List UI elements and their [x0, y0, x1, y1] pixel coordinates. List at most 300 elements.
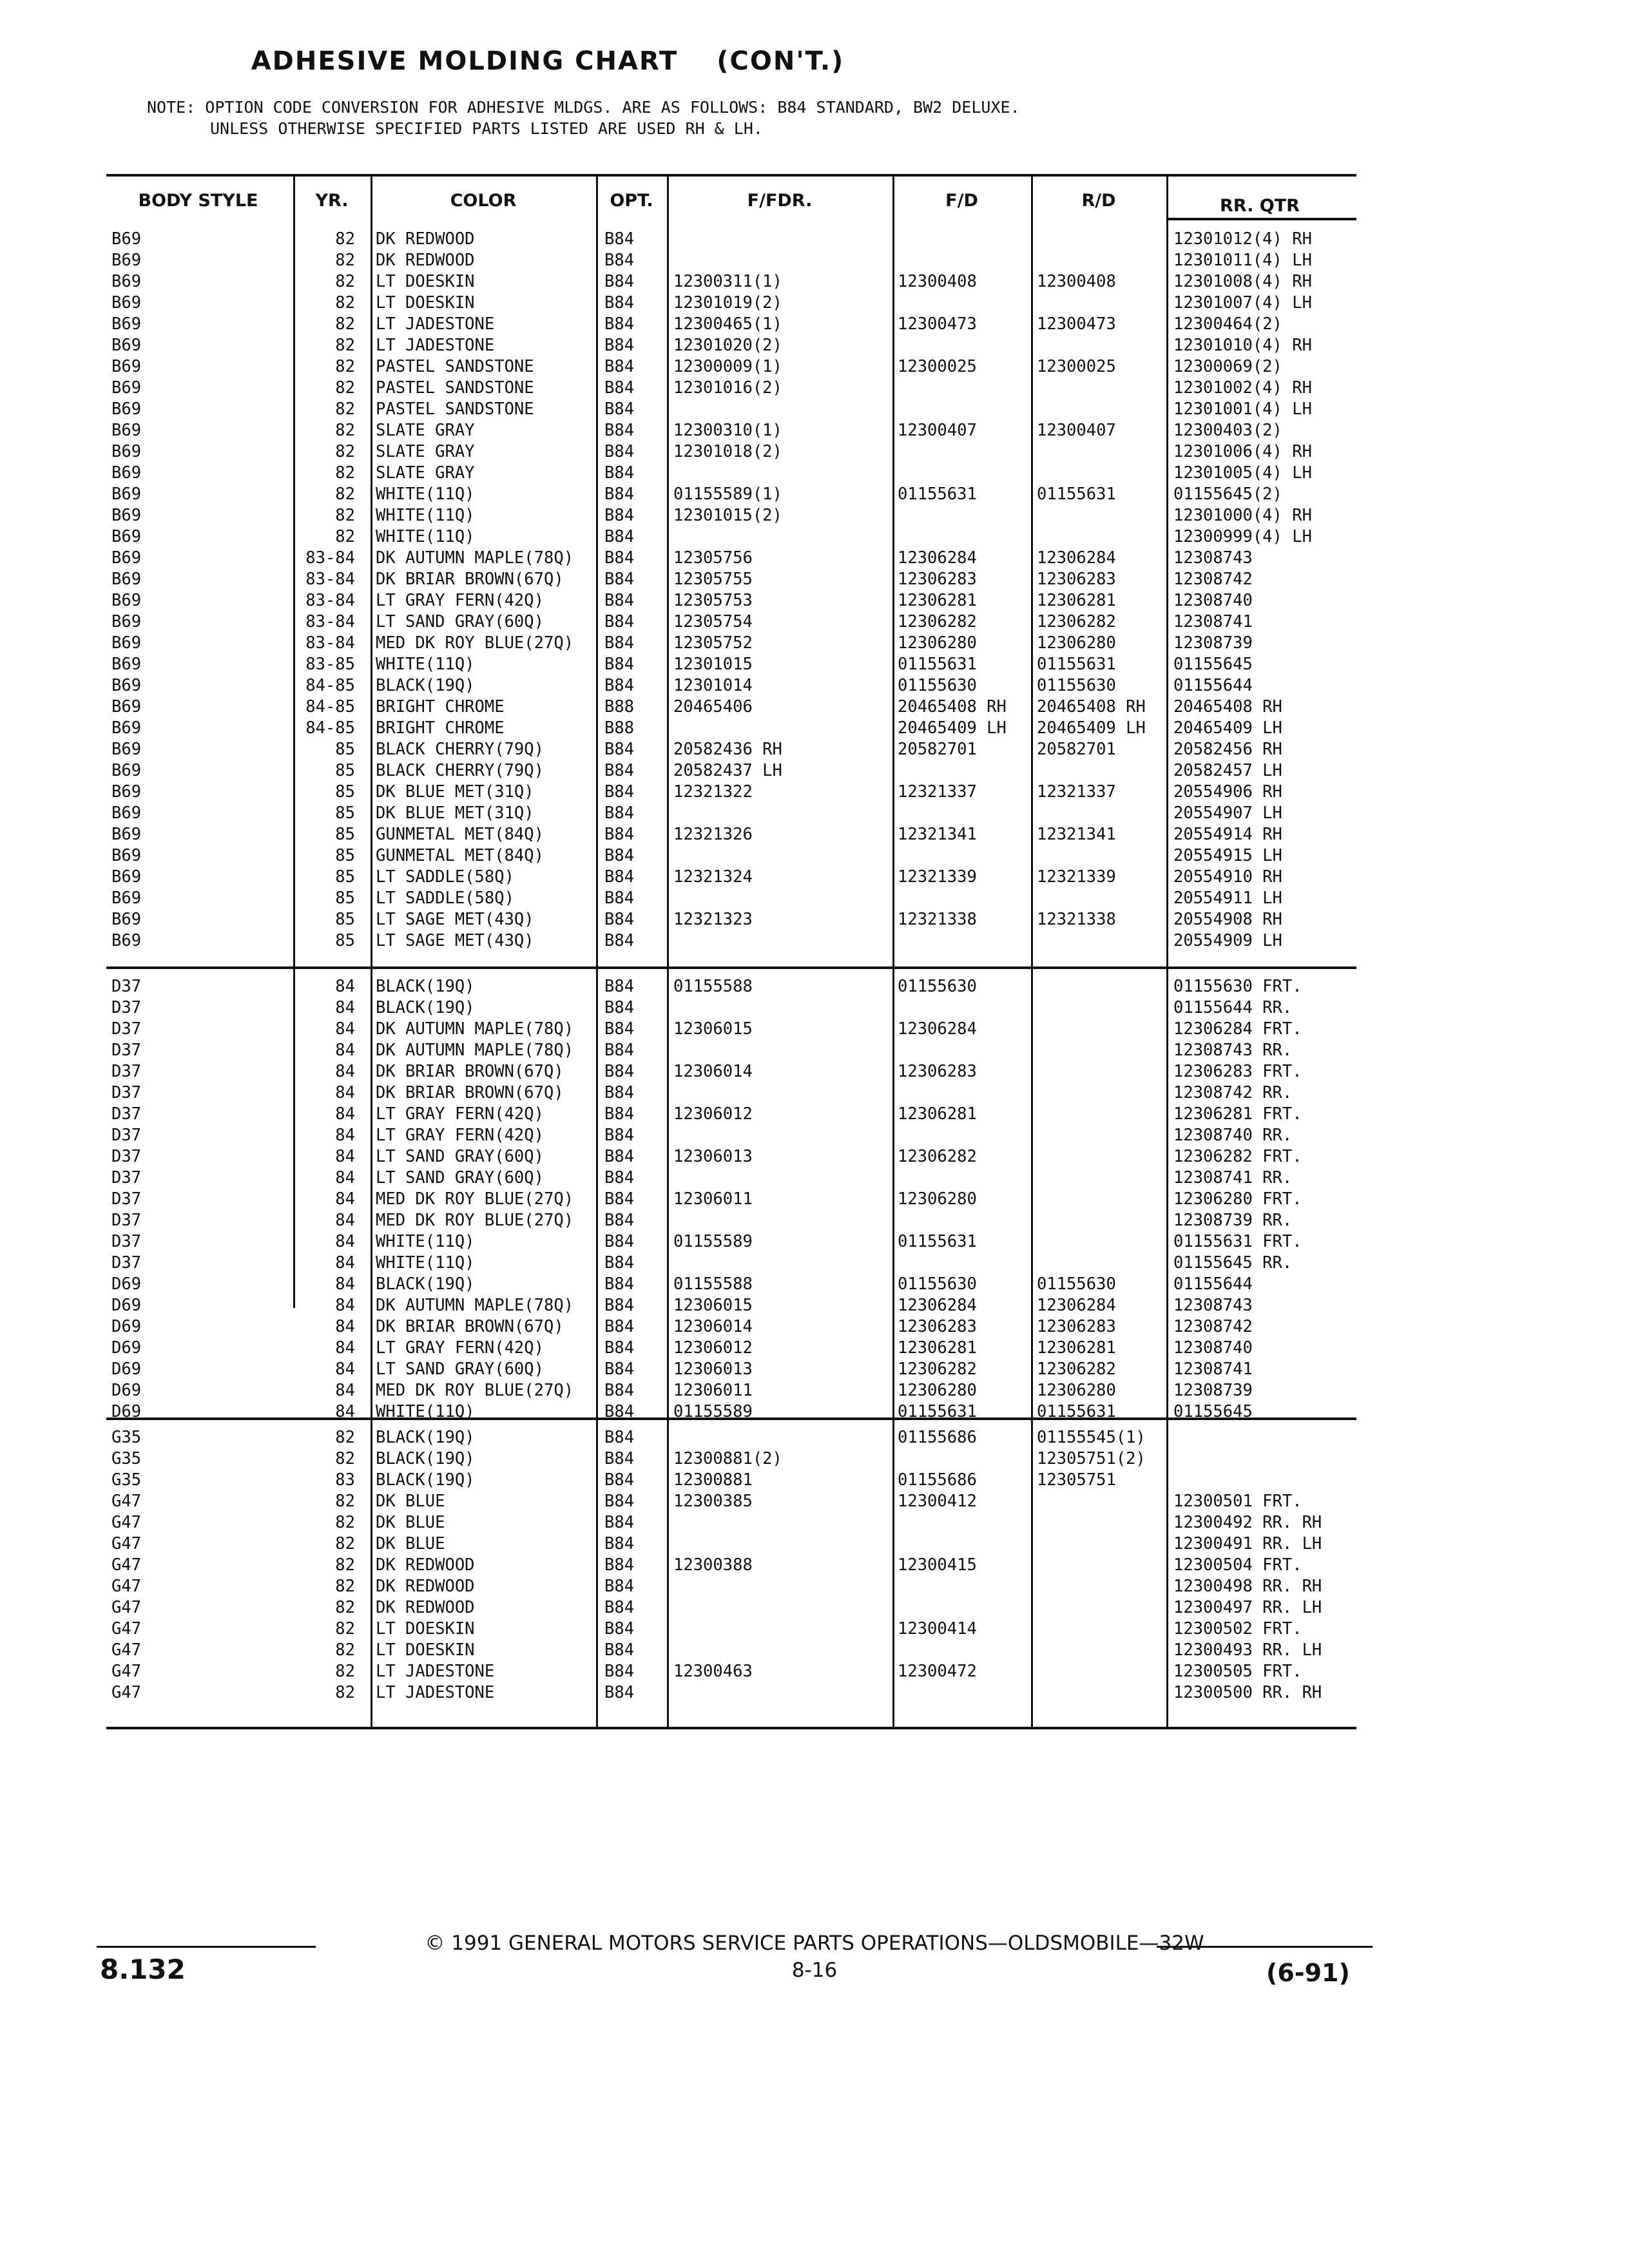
fd-cell: 20465409 LH: [898, 718, 1007, 738]
rr-qtr-cell: 20554907 LH: [1173, 803, 1282, 823]
fd-cell: 12306282: [898, 1147, 977, 1166]
yr-cell: 84: [335, 1274, 355, 1294]
ffdr-cell: 12306012: [673, 1104, 753, 1124]
ffdr-cell: 12306012: [673, 1338, 753, 1358]
yr-cell: 84: [335, 1104, 355, 1124]
color-cell: LT SADDLE(58Q): [376, 867, 514, 887]
color-cell: MED DK ROY BLUE(27Q): [376, 1211, 574, 1230]
header-ffdr: F/FDR.: [747, 191, 813, 211]
color-cell: MED DK ROY BLUE(27Q): [376, 1381, 574, 1400]
color-cell: LT DOESKIN: [376, 1640, 475, 1660]
yr-cell: 84: [335, 1317, 355, 1336]
color-cell: DK REDWOOD: [376, 229, 475, 249]
table-bottom-rule: [106, 1727, 1356, 1729]
rr-qtr-cell: 12301002(4) RH: [1173, 378, 1312, 398]
table-row: [106, 1338, 1356, 1359]
rd-cell: 12300408: [1037, 272, 1116, 291]
fd-cell: 01155631: [898, 1232, 977, 1251]
table-row: [106, 1533, 1356, 1555]
yr-cell: 85: [335, 931, 355, 950]
ffdr-cell: 12301016(2): [673, 378, 782, 398]
body-style-cell: D37: [111, 1147, 142, 1166]
body-style-cell: B69: [111, 399, 142, 419]
yr-cell: 82: [335, 1492, 355, 1511]
opt-cell: B84: [604, 1470, 635, 1490]
table-row: [106, 590, 1356, 611]
opt-cell: B84: [604, 740, 635, 759]
rr-qtr-cell: 01155631 FRT.: [1173, 1232, 1302, 1251]
body-style-cell: D37: [111, 1126, 142, 1145]
rd-cell: 01155631: [1037, 485, 1116, 504]
opt-cell: B84: [604, 378, 635, 398]
body-style-cell: G47: [111, 1683, 142, 1702]
footer: [0, 1932, 1629, 1955]
yr-cell: 82: [335, 336, 355, 355]
opt-cell: B84: [604, 1019, 635, 1039]
ffdr-cell: 12305753: [673, 591, 753, 610]
rr-qtr-cell: 01155644: [1173, 676, 1253, 695]
ffdr-cell: 20582437 LH: [673, 761, 782, 780]
table-row: [106, 420, 1356, 441]
opt-cell: B84: [604, 570, 635, 589]
table-row: [106, 1210, 1356, 1231]
opt-cell: B84: [604, 1211, 635, 1230]
ffdr-cell: 12301014: [673, 676, 753, 695]
rr-qtr-cell: 01155644 RR.: [1173, 998, 1293, 1017]
opt-cell: B84: [604, 803, 635, 823]
table-row: [106, 569, 1356, 590]
table-row: [106, 675, 1356, 697]
body-style-cell: B69: [111, 485, 142, 504]
body-style-cell: D37: [111, 1168, 142, 1187]
opt-cell: B84: [604, 1253, 635, 1273]
color-cell: BRIGHT CHROME: [376, 718, 505, 738]
color-cell: DK AUTUMN MAPLE(78Q): [376, 1019, 574, 1039]
color-cell: LT SAND GRAY(60Q): [376, 1168, 544, 1187]
opt-cell: B84: [604, 825, 635, 844]
rd-cell: 12306281: [1037, 591, 1116, 610]
header-rr-qtr: RR. QTR: [1220, 196, 1300, 216]
color-cell: BLACK(19Q): [376, 998, 475, 1017]
yr-cell: 84: [335, 1147, 355, 1166]
yr-cell: 84: [335, 1338, 355, 1358]
color-cell: LT DOESKIN: [376, 1619, 475, 1639]
ffdr-cell: 01155588: [673, 977, 753, 996]
table-row: [106, 1661, 1356, 1682]
yr-cell: 82: [335, 485, 355, 504]
rd-cell: 01155631: [1037, 1402, 1116, 1421]
table-row: [106, 782, 1356, 803]
rd-cell: 20465408 RH: [1037, 697, 1146, 716]
color-cell: SLATE GRAY: [376, 421, 475, 440]
table-row: [106, 1555, 1356, 1576]
rd-cell: 12321339: [1037, 867, 1116, 887]
fd-cell: 01155630: [898, 1274, 977, 1294]
table-row: [106, 1061, 1356, 1082]
yr-cell: 83: [335, 1470, 355, 1490]
yr-cell: 82: [335, 272, 355, 291]
color-cell: DK BLUE: [376, 1492, 445, 1511]
body-style-cell: B69: [111, 463, 142, 483]
yr-cell: 84-85: [305, 718, 355, 738]
ffdr-cell: 12300881(2): [673, 1449, 782, 1468]
rr-qtr-cell: 12300505 FRT.: [1173, 1662, 1302, 1681]
body-style-cell: D37: [111, 1062, 142, 1081]
yr-cell: 82: [335, 1555, 355, 1575]
fd-cell: 12321339: [898, 867, 977, 887]
body-style-cell: D69: [111, 1360, 142, 1379]
rr-qtr-cell: 12301007(4) LH: [1173, 293, 1312, 312]
body-style-cell: G35: [111, 1449, 142, 1468]
yr-cell: 84: [335, 1402, 355, 1421]
opt-cell: B84: [604, 977, 635, 996]
color-cell: WHITE(11Q): [376, 1232, 475, 1251]
color-cell: DK BLUE MET(31Q): [376, 803, 534, 823]
table-row: [106, 867, 1356, 888]
color-cell: LT JADESTONE: [376, 1662, 495, 1681]
body-style-cell: G47: [111, 1513, 142, 1532]
ffdr-cell: 01155589: [673, 1402, 753, 1421]
color-cell: PASTEL SANDSTONE: [376, 399, 534, 419]
body-style-cell: D37: [111, 1104, 142, 1124]
opt-cell: B88: [604, 697, 635, 716]
ffdr-cell: 01155589: [673, 1232, 753, 1251]
rr-qtr-cell: 12301010(4) RH: [1173, 336, 1312, 355]
rd-cell: 01155631: [1037, 655, 1116, 674]
yr-cell: 83-84: [305, 612, 355, 631]
body-style-cell: D37: [111, 1041, 142, 1060]
body-style-cell: D37: [111, 1083, 142, 1102]
body-style-cell: G47: [111, 1640, 142, 1660]
opt-cell: B84: [604, 1041, 635, 1060]
body-style-cell: D37: [111, 1253, 142, 1273]
fd-cell: 01155631: [898, 485, 977, 504]
ffdr-cell: 12301015(2): [673, 506, 782, 525]
color-cell: LT DOESKIN: [376, 293, 475, 312]
yr-cell: 82: [335, 1513, 355, 1532]
yr-cell: 84: [335, 1019, 355, 1039]
ffdr-cell: 12301020(2): [673, 336, 782, 355]
chart-title: [0, 46, 1095, 76]
rr-qtr-cell: 20582457 LH: [1173, 761, 1282, 780]
opt-cell: B84: [604, 1126, 635, 1145]
color-cell: GUNMETAL MET(84Q): [376, 846, 544, 865]
body-style-cell: B69: [111, 229, 142, 249]
color-cell: BLACK(19Q): [376, 1428, 475, 1447]
opt-cell: B84: [604, 527, 635, 546]
fd-cell: 12306283: [898, 1317, 977, 1336]
rr-qtr-cell: 12300493 RR. LH: [1173, 1640, 1322, 1660]
table-row: [106, 1082, 1356, 1104]
body-style-cell: B69: [111, 421, 142, 440]
rr-qtr-cell: 12308740 RR.: [1173, 1126, 1293, 1145]
table-row: [106, 526, 1356, 548]
color-cell: DK AUTUMN MAPLE(78Q): [376, 1041, 574, 1060]
rr-qtr-cell: 12306280 FRT.: [1173, 1189, 1302, 1209]
rd-cell: 12300473: [1037, 314, 1116, 334]
opt-cell: B84: [604, 910, 635, 929]
table-row: [106, 1168, 1356, 1189]
yr-cell: 84: [335, 1083, 355, 1102]
table-row: [106, 1125, 1356, 1146]
rr-qtr-cell: 12306281 FRT.: [1173, 1104, 1302, 1124]
yr-cell: 85: [335, 889, 355, 908]
opt-cell: B84: [604, 1147, 635, 1166]
fd-cell: 12300415: [898, 1555, 977, 1575]
color-cell: DK BLUE: [376, 1513, 445, 1532]
opt-cell: B84: [604, 1619, 635, 1639]
yr-cell: 84: [335, 977, 355, 996]
color-cell: BLACK(19Q): [376, 977, 475, 996]
fd-cell: 12306283: [898, 570, 977, 589]
ffdr-cell: 20582436 RH: [673, 740, 782, 759]
color-cell: LT SAND GRAY(60Q): [376, 612, 544, 631]
body-style-cell: D37: [111, 998, 142, 1017]
yr-cell: 83-84: [305, 633, 355, 653]
table-row: [106, 1427, 1356, 1448]
opt-cell: B84: [604, 1274, 635, 1294]
ffdr-cell: 12301019(2): [673, 293, 782, 312]
opt-cell: B84: [604, 421, 635, 440]
fd-cell: 12300473: [898, 314, 977, 334]
rr-qtr-cell: 12300504 FRT.: [1173, 1555, 1302, 1575]
body-style-cell: B69: [111, 548, 142, 568]
rr-qtr-cell: 12300403(2): [1173, 421, 1282, 440]
fd-cell: 12300408: [898, 272, 977, 291]
ffdr-cell: 12300465(1): [673, 314, 782, 334]
ffdr-cell: 12321322: [673, 782, 753, 802]
rr-qtr-cell: 20554906 RH: [1173, 782, 1282, 802]
yr-cell: 85: [335, 740, 355, 759]
table-row: [106, 1597, 1356, 1619]
table-row: [106, 548, 1356, 569]
yr-cell: 85: [335, 825, 355, 844]
opt-cell: B84: [604, 1640, 635, 1660]
fd-cell: 01155686: [898, 1428, 977, 1447]
rr-qtr-cell: 20465409 LH: [1173, 718, 1282, 738]
opt-cell: B84: [604, 1662, 635, 1681]
header-fd: F/D: [945, 191, 978, 211]
rr-qtr-cell: 12308742 RR.: [1173, 1083, 1293, 1102]
opt-cell: B84: [604, 633, 635, 653]
color-cell: BLACK CHERRY(79Q): [376, 740, 544, 759]
opt-cell: B84: [604, 761, 635, 780]
color-cell: WHITE(11Q): [376, 485, 475, 504]
table-row: [106, 888, 1356, 909]
table-row: [106, 1146, 1356, 1168]
color-cell: LT GRAY FERN(42Q): [376, 591, 544, 610]
body-style-cell: B69: [111, 803, 142, 823]
body-style-cell: G35: [111, 1428, 142, 1447]
body-style-cell: B69: [111, 910, 142, 929]
opt-cell: B84: [604, 357, 635, 376]
opt-cell: B84: [604, 1683, 635, 1702]
fd-cell: 12306284: [898, 548, 977, 568]
opt-cell: B84: [604, 251, 635, 270]
rr-qtr-cell: 12300502 FRT.: [1173, 1619, 1302, 1639]
chart-title-cont: (CON'T.): [717, 46, 845, 76]
body-style-cell: D69: [111, 1338, 142, 1358]
opt-cell: B84: [604, 931, 635, 950]
fd-cell: 20465408 RH: [898, 697, 1007, 716]
body-style-cell: B69: [111, 718, 142, 738]
revision-date: (6-91): [1266, 1959, 1350, 1987]
opt-cell: B84: [604, 867, 635, 887]
opt-cell: B84: [604, 485, 635, 504]
rr-qtr-header-rule: [1166, 218, 1356, 220]
table-row: [106, 1274, 1356, 1295]
page-number: 8.132: [100, 1954, 186, 1985]
rr-qtr-cell: 12301001(4) LH: [1173, 399, 1312, 419]
group-rule-1: [106, 966, 1356, 969]
yr-cell: 82: [335, 293, 355, 312]
rr-qtr-cell: 20554911 LH: [1173, 889, 1282, 908]
yr-cell: 83-84: [305, 548, 355, 568]
body-style-cell: B69: [111, 378, 142, 398]
opt-cell: B84: [604, 1428, 635, 1447]
rd-cell: 12306283: [1037, 570, 1116, 589]
rr-qtr-cell: 12308741: [1173, 1360, 1253, 1379]
table-row: [106, 718, 1356, 739]
body-style-cell: D37: [111, 1019, 142, 1039]
color-cell: BLACK(19Q): [376, 1470, 475, 1490]
yr-cell: 82: [335, 506, 355, 525]
rr-qtr-cell: 12306282 FRT.: [1173, 1147, 1302, 1166]
color-cell: DK AUTUMN MAPLE(78Q): [376, 1296, 574, 1315]
table-row: [106, 1189, 1356, 1210]
yr-cell: 82: [335, 1598, 355, 1617]
table-row: [106, 845, 1356, 867]
table-row: [106, 824, 1356, 845]
fd-cell: 12306281: [898, 591, 977, 610]
table-row: [106, 1682, 1356, 1704]
body-style-cell: B69: [111, 676, 142, 695]
rr-qtr-cell: 20582456 RH: [1173, 740, 1282, 759]
rd-cell: 12306283: [1037, 1317, 1116, 1336]
fd-cell: 12300412: [898, 1492, 977, 1511]
color-cell: SLATE GRAY: [376, 463, 475, 483]
table-row: [106, 1231, 1356, 1253]
ffdr-cell: 12305756: [673, 548, 753, 568]
rr-qtr-cell: 12301011(4) LH: [1173, 251, 1312, 270]
body-style-cell: B69: [111, 867, 142, 887]
opt-cell: B88: [604, 718, 635, 738]
body-style-cell: B69: [111, 314, 142, 334]
opt-cell: B84: [604, 1577, 635, 1596]
opt-cell: B84: [604, 1317, 635, 1336]
opt-cell: B84: [604, 1083, 635, 1102]
table-row: [106, 1104, 1356, 1125]
table-row: [106, 314, 1356, 335]
rd-cell: 12321338: [1037, 910, 1116, 929]
ffdr-cell: 12300311(1): [673, 272, 782, 291]
ffdr-cell: 12306015: [673, 1019, 753, 1039]
rd-cell: 12306284: [1037, 1296, 1116, 1315]
opt-cell: B84: [604, 1513, 635, 1532]
yr-cell: 84: [335, 1296, 355, 1315]
body-style-cell: B69: [111, 336, 142, 355]
yr-cell: 83-84: [305, 570, 355, 589]
color-cell: BLACK(19Q): [376, 1274, 475, 1294]
header-yr: YR.: [315, 191, 349, 211]
rr-qtr-cell: 12300069(2): [1173, 357, 1282, 376]
opt-cell: B84: [604, 1189, 635, 1209]
table-row: [106, 1040, 1356, 1061]
body-style-cell: D37: [111, 1189, 142, 1209]
yr-cell: 82: [335, 421, 355, 440]
yr-cell: 83-84: [305, 591, 355, 610]
ffdr-cell: 12300388: [673, 1555, 753, 1575]
note-line-1: NOTE: OPTION CODE CONVERSION FOR ADHESIVE MLDGS. ARE AS FOLLOWS: B84 STANDARD, BW2 DELUXE.: [147, 98, 1020, 117]
fd-cell: 12300025: [898, 357, 977, 376]
yr-cell: 85: [335, 782, 355, 802]
fd-cell: 12321337: [898, 782, 977, 802]
color-cell: DK AUTUMN MAPLE(78Q): [376, 548, 574, 568]
opt-cell: B84: [604, 1338, 635, 1358]
ffdr-cell: 12300310(1): [673, 421, 782, 440]
table-row: [106, 1359, 1356, 1380]
yr-cell: 84: [335, 1062, 355, 1081]
table-row: [106, 1470, 1356, 1491]
ffdr-cell: 12306014: [673, 1062, 753, 1081]
rr-qtr-cell: 12306284 FRT.: [1173, 1019, 1302, 1039]
fd-cell: 12306284: [898, 1296, 977, 1315]
opt-cell: B84: [604, 1555, 635, 1575]
ffdr-cell: 12301018(2): [673, 442, 782, 461]
rr-qtr-cell: 01155645: [1173, 655, 1253, 674]
ffdr-cell: 20465406: [673, 697, 753, 716]
table-row: [106, 1380, 1356, 1401]
ffdr-cell: 01155589(1): [673, 485, 782, 504]
fd-cell: 12300407: [898, 421, 977, 440]
opt-cell: B84: [604, 506, 635, 525]
color-cell: WHITE(11Q): [376, 527, 475, 546]
rr-qtr-cell: 12300491 RR. LH: [1173, 1534, 1322, 1553]
yr-cell: 84: [335, 1189, 355, 1209]
body-style-cell: B69: [111, 293, 142, 312]
table-row: [106, 760, 1356, 782]
molding-table: [106, 174, 1356, 1727]
table-row: [106, 1253, 1356, 1274]
rr-qtr-cell: 12300497 RR. LH: [1173, 1598, 1322, 1617]
body-style-cell: D69: [111, 1274, 142, 1294]
option-note: [147, 97, 1020, 139]
rd-cell: 12306280: [1037, 1381, 1116, 1400]
yr-cell: 82: [335, 463, 355, 483]
fd-cell: 12306280: [898, 633, 977, 653]
fd-cell: 12306281: [898, 1338, 977, 1358]
opt-cell: B84: [604, 1296, 635, 1315]
rr-qtr-cell: 20554915 LH: [1173, 846, 1282, 865]
yr-cell: 82: [335, 1449, 355, 1468]
color-cell: DK REDWOOD: [376, 1577, 475, 1596]
body-style-cell: B69: [111, 740, 142, 759]
yr-cell: 84: [335, 1232, 355, 1251]
color-cell: LT SADDLE(58Q): [376, 889, 514, 908]
header-rd: R/D: [1081, 191, 1116, 211]
opt-cell: B84: [604, 676, 635, 695]
yr-cell: 85: [335, 910, 355, 929]
color-cell: WHITE(11Q): [376, 1402, 475, 1421]
header-body-style: BODY STYLE: [138, 191, 258, 211]
yr-cell: 85: [335, 803, 355, 823]
rr-qtr-cell: 12308743 RR.: [1173, 1041, 1293, 1060]
rr-qtr-cell: 01155644: [1173, 1274, 1253, 1294]
footer-sub: 8-16: [791, 1959, 838, 1982]
fd-cell: 12321338: [898, 910, 977, 929]
body-style-cell: B69: [111, 931, 142, 950]
opt-cell: B84: [604, 1402, 635, 1421]
